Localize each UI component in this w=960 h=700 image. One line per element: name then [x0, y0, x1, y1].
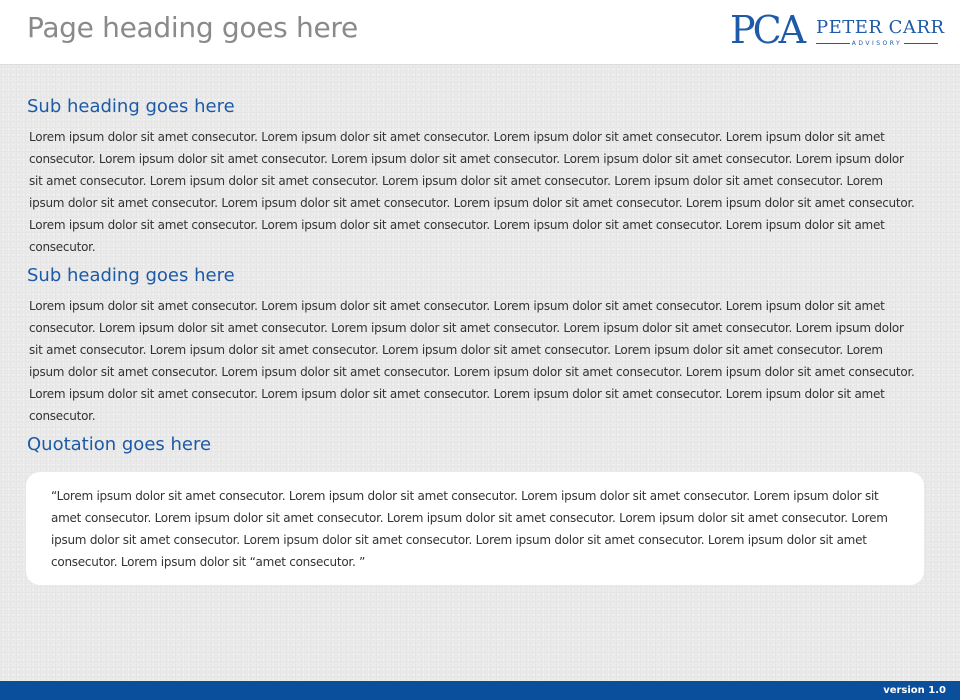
logo-rule-right	[904, 43, 938, 44]
logo-monogram: PCA	[730, 8, 804, 52]
main-content	[27, 94, 922, 432]
quotation-heading-wrap	[27, 432, 211, 460]
content-section	[27, 263, 922, 432]
logo-tagline	[816, 39, 938, 49]
body-paragraph: Lorem ipsum dolor sit amet consecutor. Lorem ipsum dolor sit amet consecutor. Lorem ipsum dolor sit amet consecutor. Lorem ipsum dolor sit amet consecutor. Lorem ipsum dolor sit amet consecutor. Lorem ipsum dolor sit amet consecutor. Lorem ipsum dolor sit amet consecutor. Lorem ipsum dolor sit amet consecutor. Lorem ipsum dolor sit amet consecutor. Lorem ipsum dolor sit amet consecutor. Lorem ipsum dolor sit amet consecutor. Lorem ipsum dolor sit amet consecutor. Lorem ipsum dolor sit amet consecutor. Lorem ipsum dolor sit amet consecutor. Lorem ipsum dolor sit amet consecutor. Lorem ipsum dolor sit amet consecutor. Lorem ipsum dolor sit amet consecutor. Lorem ipsum dolor sit amet consecutor. Lorem ipsum dolor sit amet consecutor.	[29, 130, 915, 254]
page-title: Page heading goes here	[27, 11, 358, 44]
footer-bar	[0, 681, 960, 700]
logo-company-name: PETER CARR	[816, 17, 945, 38]
page-header	[0, 0, 960, 65]
quotation-box	[26, 472, 924, 585]
sub-heading: Sub heading goes here	[27, 265, 235, 286]
version-label: version 1.0	[883, 685, 946, 696]
body-paragraph: Lorem ipsum dolor sit amet consecutor. Lorem ipsum dolor sit amet consecutor. Lorem ipsum dolor sit amet consecutor. Lorem ipsum dolor sit amet consecutor. Lorem ipsum dolor sit amet consecutor. Lorem ipsum dolor sit amet consecutor. Lorem ipsum dolor sit amet consecutor. Lorem ipsum dolor sit amet consecutor. Lorem ipsum dolor sit amet consecutor. Lorem ipsum dolor sit amet consecutor. Lorem ipsum dolor sit amet consecutor. Lorem ipsum dolor sit amet consecutor. Lorem ipsum dolor sit amet consecutor. Lorem ipsum dolor sit amet consecutor. Lorem ipsum dolor sit amet consecutor. Lorem ipsum dolor sit amet consecutor. Lorem ipsum dolor sit amet consecutor. Lorem ipsum dolor sit amet consecutor. Lorem ipsum dolor sit amet consecutor.	[29, 299, 915, 423]
company-logo	[730, 8, 945, 52]
quotation-text: “Lorem ipsum dolor sit amet consecutor. Lorem ipsum dolor sit amet consecutor. Lorem ipsum dolor sit amet consecutor. Lorem ipsum dolor sit amet consecutor. Lorem ipsum dolor sit amet consecutor. Lorem ipsum dolor sit amet consecutor. Lorem ipsum dolor sit amet consecutor. Lorem ipsum dolor sit amet consecutor. Lorem ipsum dolor sit amet consecutor. Lorem ipsum dolor sit amet consecutor. Lorem ipsum dolor sit amet consecutor. Lorem ipsum dolor sit “amet consecutor. ”	[51, 489, 888, 569]
quotation-heading: Quotation goes here	[27, 434, 212, 455]
logo-tagline-text: ADVISORY	[851, 40, 903, 47]
sub-heading: Sub heading goes here	[27, 96, 235, 117]
content-section	[27, 94, 922, 263]
